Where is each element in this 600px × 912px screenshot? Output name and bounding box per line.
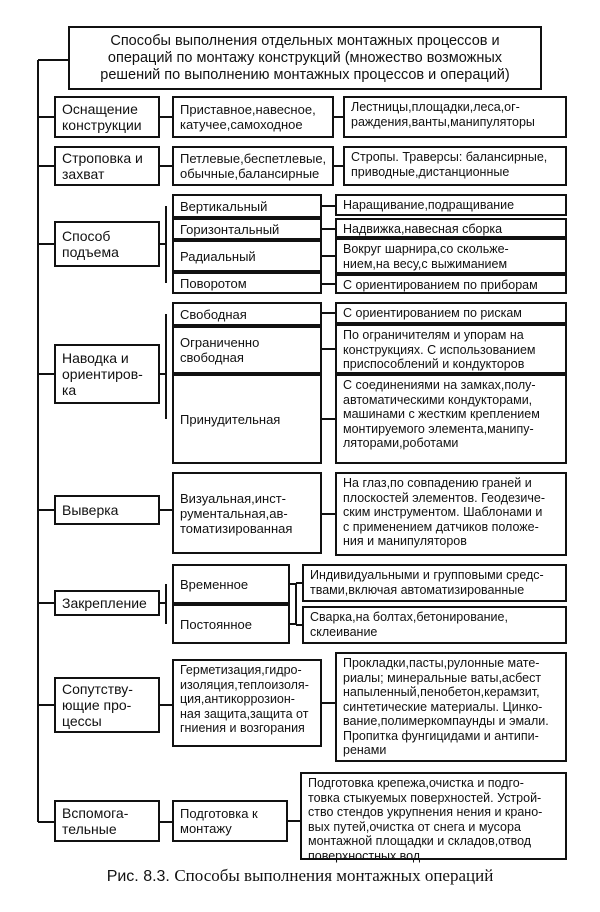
detail-postoyannoe: Сварка,на болтах,бетонирование, склеивание	[302, 606, 567, 644]
detail-svobodnaya: С ориентированием по рискам	[335, 302, 567, 324]
method-gorizontalnyi: Горизонтальный	[172, 218, 322, 240]
detail-prinuditelnaya: С соединениями на замках,полу- автоматическими кондукторами, машинами с жестким креплением монтируемого элемента,манипу- ляторами,роботами	[335, 374, 567, 464]
detail-povorotom: С ориентированием по приборам	[335, 274, 567, 294]
method-stropovka: Петлевые,беспетлевые, обычные,балансирные	[172, 146, 334, 186]
category-zakreplenie: Закрепление	[54, 590, 160, 616]
category-vyverka: Выверка	[54, 495, 160, 525]
detail-podgotovka: Подготовка крепежа,очистка и подго- товка стыкуемых поверхностей. Устрой- ство стендов укрупнения нения и крано- вых путей,очистка от снега и мусора монтажной площадки и складов,отвод поверхностных вод	[300, 772, 567, 860]
method-postoyannoe: Постоянное	[172, 604, 290, 644]
method-ogranichenno-svobodnaya: Ограниченно свободная	[172, 326, 322, 374]
method-vertikalnyi: Вертикальный	[172, 194, 322, 218]
category-osnashchenie: Оснащение конструкции	[54, 96, 160, 138]
detail-stropovka: Стропы. Траверсы: балансирные, приводные,дистанционные	[343, 146, 567, 186]
method-podgotovka: Подготовка к монтажу	[172, 800, 288, 842]
figure-caption	[0, 866, 600, 886]
diagram-title: Способы выполнения отдельных монтажных процессов и операций по монтажу конструкций (множество возможных решений по выполнению монтажных процессов и операций)	[68, 26, 542, 90]
category-soputstvuyushchie: Сопутству- ющие про- цессы	[54, 677, 160, 733]
method-prinuditelnaya: Принудительная	[172, 374, 322, 464]
category-sposob-podema: Способ подъема	[54, 221, 160, 267]
method-vremennoe: Временное	[172, 564, 290, 604]
detail-vremennoe: Индивидуальными и групповыми средс- твами,включая автоматизированные	[302, 564, 567, 602]
detail-vyverka: На глаз,по совпадению граней и плоскостей элементов. Геодезиче- ским инструментом. Шаблонами и с применением датчиков положе- ния и манипуляторов	[335, 472, 567, 556]
method-vyverka: Визуальная,инст- рументальная,ав- томатизированная	[172, 472, 322, 554]
detail-radialnyi: Вокруг шарнира,со скольже- нием,на весу,с выжиманием	[335, 238, 567, 274]
category-navodka: Наводка и ориентиров- ка	[54, 344, 160, 404]
method-radialnyi: Радиальный	[172, 240, 322, 272]
caption-label: Рис. 8.3.	[106, 868, 170, 885]
method-povorotom: Поворотом	[172, 272, 322, 294]
method-soputstvuyushchie: Герметизация,гидро- изоляция,теплоизоля- ция,антикоррозион- ная защита,защита от гниения и возгорания	[172, 659, 322, 747]
method-osnashchenie: Приставное,навесное, катучее,самоходное	[172, 96, 334, 138]
category-stropovka: Строповка и захват	[54, 146, 160, 186]
detail-ogranichenno-svobodnaya: По ограничителям и упорам на конструкциях. С использованием приспособлений и кондукторов	[335, 324, 567, 374]
category-vspomogatelnye: Вспомога- тельные	[54, 800, 160, 842]
method-svobodnaya: Свободная	[172, 302, 322, 326]
detail-soputstvuyushchie: Прокладки,пасты,рулонные мате- риалы; минеральные ваты,асбест напыленный,пенобетон,керамзит, синтетические материалы. Цинко- вание,полимеркомпаунды и эмали. Пропитка фунгицидами и антипи- ренами	[335, 652, 567, 762]
caption-text: Способы выполнения монтажных операций	[174, 866, 494, 885]
detail-osnashchenie: Лестницы,площадки,леса,ог- раждения,ванты,манипуляторы	[343, 96, 567, 138]
detail-gorizontalnyi: Надвижка,навесная сборка	[335, 218, 567, 238]
detail-vertikalnyi: Наращивание,подращивание	[335, 194, 567, 216]
